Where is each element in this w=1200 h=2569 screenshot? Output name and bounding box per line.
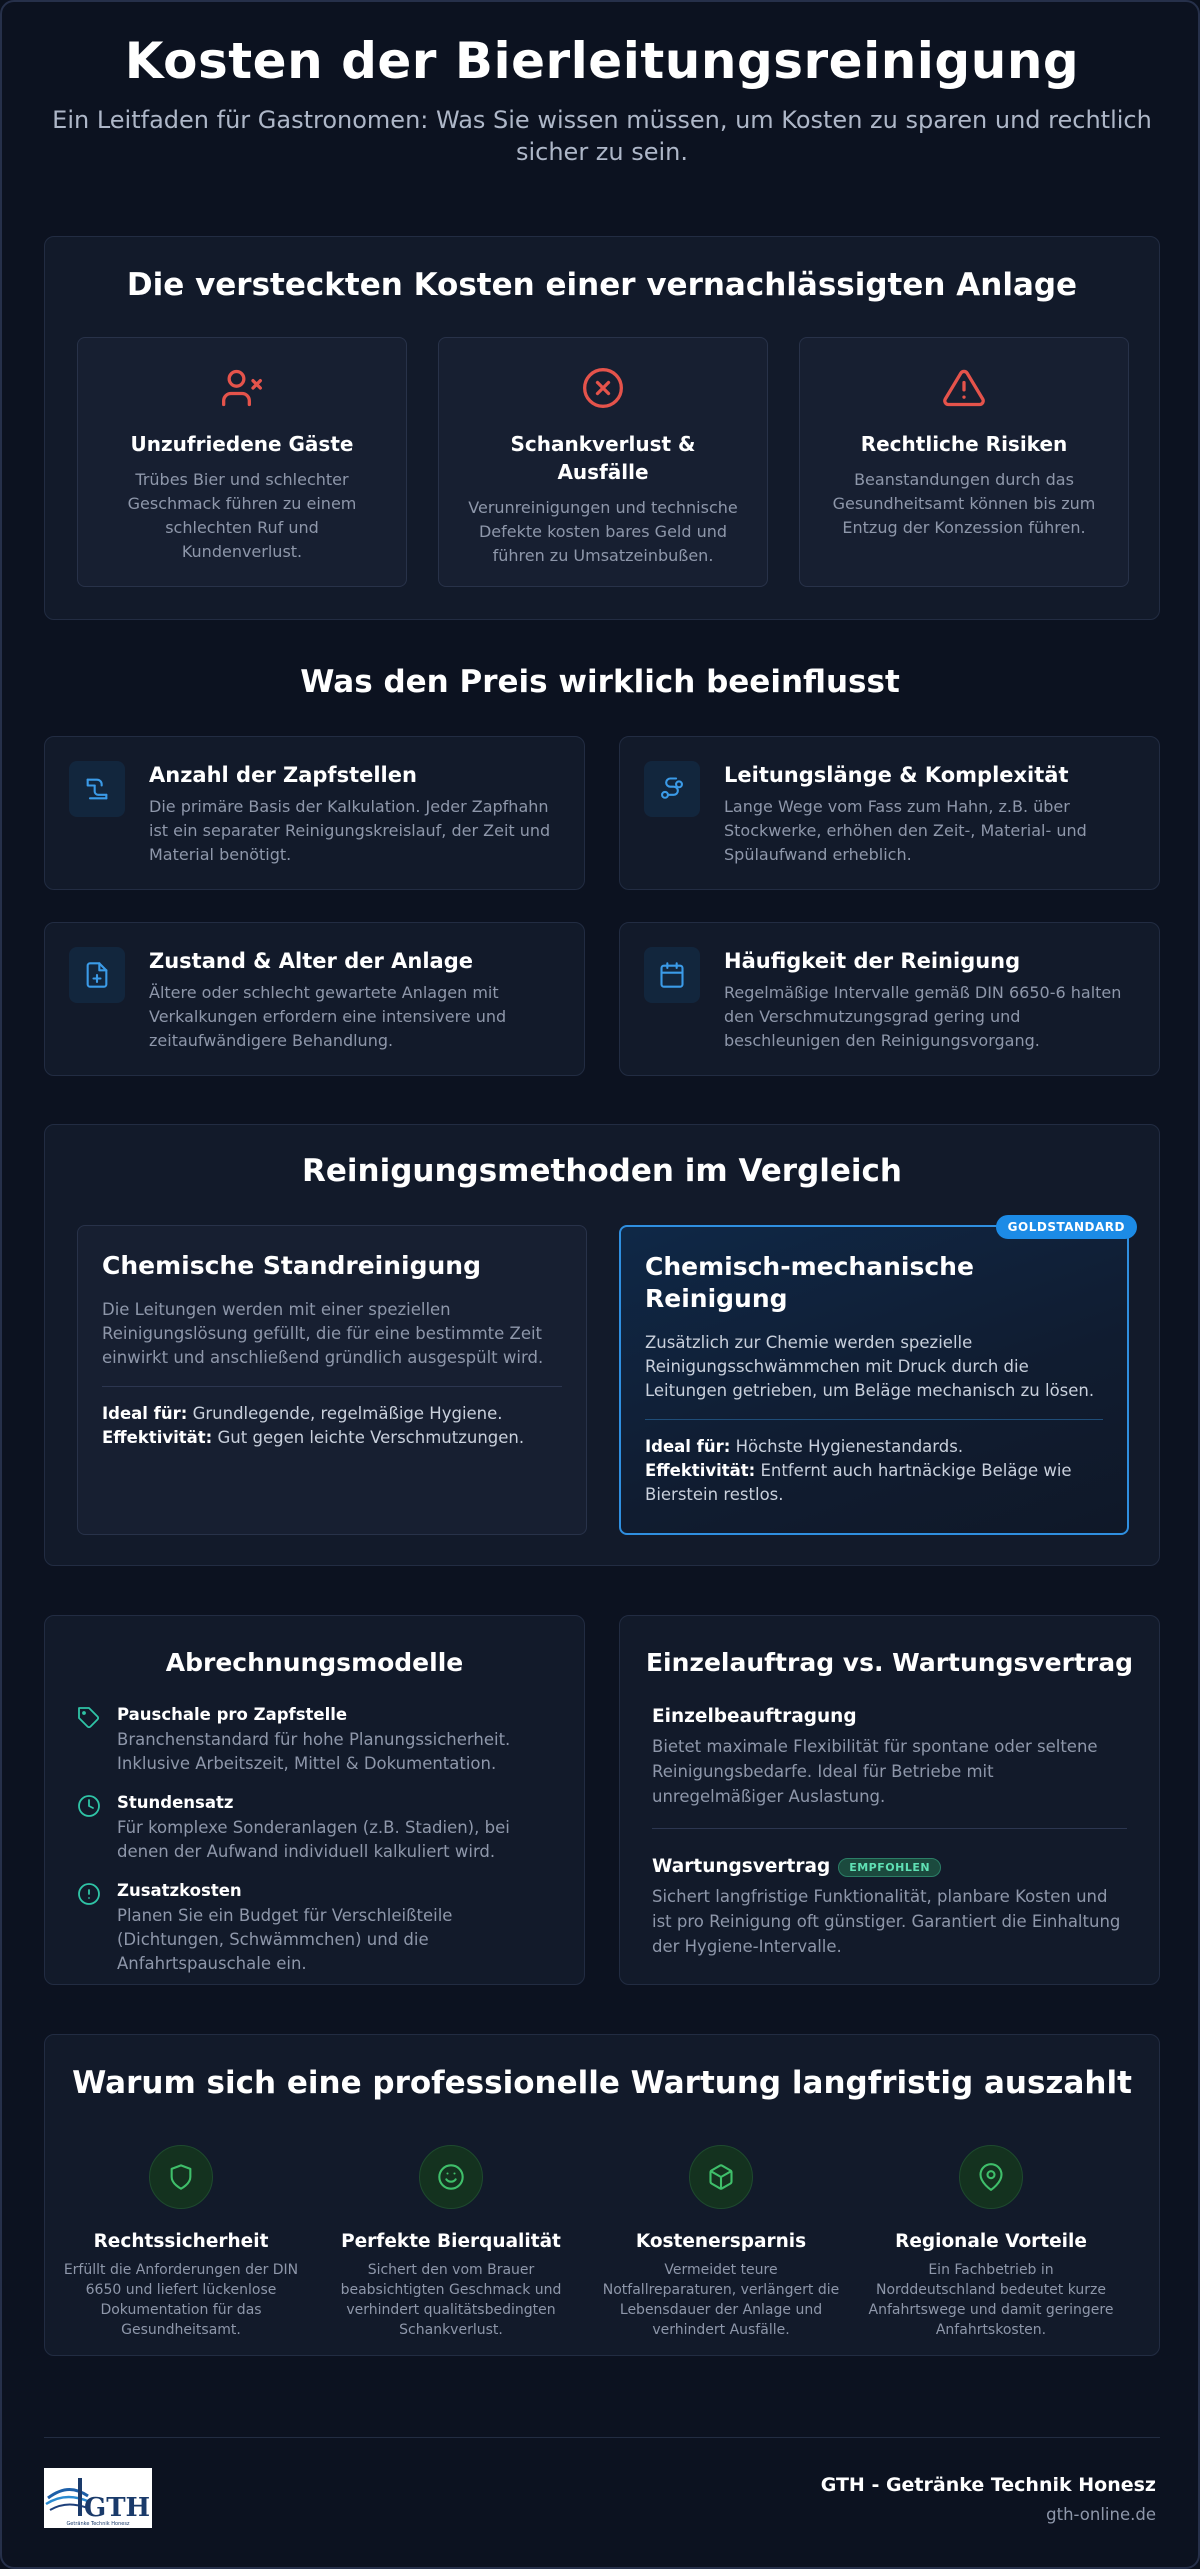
billing-item-flat-rate bbox=[77, 1704, 560, 1776]
benefit-quality bbox=[327, 2145, 575, 2340]
risk-card-guests bbox=[77, 337, 407, 587]
warning-triangle-icon bbox=[942, 366, 986, 410]
risk-card-title: Schankverlust & Ausfälle bbox=[510, 432, 696, 484]
method-meta bbox=[102, 1402, 562, 1450]
benefit-regional bbox=[867, 2145, 1115, 2340]
benefit-savings bbox=[597, 2145, 845, 2340]
billing-item-extra-costs bbox=[77, 1880, 560, 1976]
shield-icon bbox=[167, 2163, 195, 2191]
contract-divider bbox=[652, 1828, 1127, 1829]
company-name: GTH - Getränke Technik Honesz bbox=[820, 2474, 1156, 2496]
tag-icon bbox=[77, 1706, 101, 1730]
method-card-mechanical bbox=[619, 1220, 1129, 1535]
company-logo[interactable] bbox=[44, 2468, 152, 2528]
method-meta bbox=[645, 1435, 1103, 1507]
billing-title: Abrechnungsmodelle bbox=[165, 1648, 464, 1677]
factor-text: Die primäre Basis der Kalkulation. Jeder Zapfhahn ist ein separater Reinigungskreislauf, der Zeit und Material benötigt. bbox=[149, 797, 551, 864]
method-title: Chemisch-mechanische Reinigung bbox=[645, 1252, 974, 1313]
risk-card-losses bbox=[438, 337, 768, 587]
risk-card-text: Beanstandungen durch das Gesundheitsamt können bis zum Entzug der Konzession führen. bbox=[832, 470, 1096, 537]
methods-title: Reinigungsmethoden im Vergleich bbox=[301, 1153, 903, 1189]
risk-card-text: Trübes Bier und schlechter Geschmack führen zu einem schlechten Ruf und Kundenverlust. bbox=[127, 470, 357, 561]
recommended-badge: EMPFOHLEN bbox=[838, 1858, 941, 1877]
benefits-section bbox=[44, 2034, 1160, 2356]
benefits-title: Warum sich eine professionelle Wartung langfristig auszahlt bbox=[72, 2065, 1132, 2101]
benefit-title: Regionale Vorteile bbox=[895, 2231, 1087, 2252]
factor-card-length bbox=[619, 736, 1160, 890]
benefit-title: Rechtssicherheit bbox=[93, 2231, 269, 2252]
maintenance-contract-heading bbox=[652, 1856, 941, 1877]
factor-title: Leitungslänge & Komplexität bbox=[724, 763, 1069, 787]
maintenance-contract-text: Sichert langfristige Funktionalität, planbare Kosten und ist pro Reinigung oft günstiger. Garantiert die Einhaltung der Hygiene-Intervalle. bbox=[652, 1887, 1121, 1956]
ideal-value: Höchste Hygienestandards. bbox=[730, 1437, 964, 1456]
price-factors-title: Was den Preis wirklich beeinflusst bbox=[300, 664, 900, 700]
company-website-link[interactable]: gth-online.de bbox=[1046, 2505, 1156, 2524]
billing-item-hourly bbox=[77, 1792, 560, 1864]
billing-item-text: Für komplexe Sonderanlagen (z.B. Stadien), bei denen der Aufwand individuell kalkuliert wird. bbox=[117, 1818, 510, 1861]
benefit-text: Sichert den vom Brauer beabsichtigten Geschmack und verhindert qualitätsbedingten Schankverlust. bbox=[340, 2262, 562, 2338]
ideal-label: Ideal für: bbox=[102, 1404, 188, 1423]
page-title: Kosten der Bierleitungsreinigung bbox=[124, 32, 1080, 90]
factor-icon-box bbox=[69, 947, 125, 1003]
alert-circle-icon bbox=[77, 1882, 101, 1906]
factor-card-frequency bbox=[619, 922, 1160, 1076]
method-description: Die Leitungen werden mit einer speziellen Reinigungslösung gefüllt, die für eine bestimmte Zeit einwirkt und anschließend gründlich ausgespült wird. bbox=[102, 1300, 544, 1367]
hidden-costs-title: Die versteckten Kosten einer vernachlässigten Anlage bbox=[126, 267, 1078, 303]
benefit-icon-circle bbox=[149, 2145, 213, 2209]
x-circle-icon bbox=[581, 366, 625, 410]
effect-value: Entfernt auch hartnäckige Beläge wie Bierstein restlos. bbox=[645, 1461, 1072, 1504]
page-subtitle: Ein Leitfaden für Gastronomen: Was Sie wissen müssen, um Kosten zu sparen und rechtlich sicher zu sein. bbox=[52, 106, 1152, 166]
ideal-label: Ideal für: bbox=[645, 1437, 731, 1456]
file-plus-icon bbox=[83, 961, 111, 989]
billing-item-text: Planen Sie ein Budget für Verschleißteile (Dichtungen, Schwämmchen) und die Anfahrtspauschale ein. bbox=[117, 1906, 453, 1973]
benefit-legal bbox=[57, 2145, 305, 2340]
billing-item-text: Branchenstandard für hohe Planungssicherheit. Inklusive Arbeitszeit, Mittel & Dokumentation. bbox=[117, 1730, 511, 1773]
single-order-title: Einzelbeauftragung bbox=[652, 1706, 857, 1727]
maintenance-contract-title: Wartungsvertrag bbox=[652, 1856, 831, 1877]
svg-text:GTH: GTH bbox=[84, 2493, 151, 2523]
risk-card-text: Verunreinigungen und technische Defekte kosten bares Geld und führen zu Umsatzeinbußen. bbox=[468, 498, 738, 565]
benefit-icon-circle bbox=[689, 2145, 753, 2209]
factor-title: Zustand & Alter der Anlage bbox=[149, 949, 473, 973]
clock-icon bbox=[77, 1794, 101, 1818]
ideal-value: Grundlegende, regelmäßige Hygiene. bbox=[187, 1404, 503, 1423]
box-icon bbox=[707, 2163, 735, 2191]
benefit-title: Perfekte Bierqualität bbox=[341, 2231, 561, 2252]
billing-section bbox=[44, 1615, 585, 1985]
methods-section bbox=[44, 1124, 1160, 1566]
factor-card-taps bbox=[44, 736, 585, 890]
benefit-text: Ein Fachbetrieb in Norddeutschland bedeutet kurze Anfahrtswege und damit geringere Anfahrtskosten. bbox=[868, 2262, 1114, 2338]
footer-divider bbox=[44, 2437, 1160, 2438]
benefit-icon-circle bbox=[959, 2145, 1023, 2209]
factor-icon-box bbox=[69, 761, 125, 817]
risk-card-title: Unzufriedene Gäste bbox=[130, 432, 354, 456]
billing-item-title: Pauschale pro Zapfstelle bbox=[117, 1705, 348, 1724]
page-header bbox=[2, 32, 1200, 168]
svg-text:Getränke Technik Honesz: Getränke Technik Honesz bbox=[66, 2521, 130, 2527]
method-description: Zusätzlich zur Chemie werden spezielle Reinigungsschwämmchen mit Druck durch die Leitungen getrieben, um Beläge mechanisch zu lösen. bbox=[645, 1333, 1095, 1400]
map-pin-icon bbox=[977, 2163, 1005, 2191]
goldstandard-badge: GOLDSTANDARD bbox=[996, 1215, 1137, 1239]
factor-icon-box bbox=[644, 947, 700, 1003]
logo-graphic bbox=[44, 2468, 152, 2528]
billing-item-title: Zusatzkosten bbox=[117, 1881, 242, 1900]
effect-label: Effektivität: bbox=[102, 1428, 213, 1447]
method-divider bbox=[645, 1419, 1103, 1420]
risk-card-title: Rechtliche Risiken bbox=[860, 432, 1068, 456]
tap-icon bbox=[83, 775, 111, 803]
user-x-icon bbox=[220, 366, 264, 410]
smile-icon bbox=[437, 2163, 465, 2191]
hidden-costs-section bbox=[44, 236, 1160, 620]
benefit-title: Kostenersparnis bbox=[635, 2231, 807, 2252]
method-divider bbox=[102, 1386, 562, 1387]
factor-icon-box bbox=[644, 761, 700, 817]
billing-item-title: Stundensatz bbox=[117, 1793, 234, 1812]
benefit-text: Vermeidet teure Notfallreparaturen, verlängert die Lebensdauer der Anlage und verhindert Ausfälle. bbox=[602, 2262, 840, 2338]
method-title: Chemische Standreinigung bbox=[102, 1251, 482, 1280]
factor-title: Häufigkeit der Reinigung bbox=[724, 949, 1021, 973]
factor-text: Regelmäßige Intervalle gemäß DIN 6650-6 halten den Verschmutzungsgrad gering und beschleunigen den Reinigungsvorgang. bbox=[724, 983, 1122, 1050]
single-order-text: Bietet maximale Flexibilität für spontane oder seltene Reinigungsbedarfe. Ideal für Betriebe mit unregelmäßiger Auslastung. bbox=[652, 1737, 1098, 1806]
factor-card-condition bbox=[44, 922, 585, 1076]
contract-section bbox=[619, 1615, 1160, 1985]
contract-title: Einzelauftrag vs. Wartungsvertrag bbox=[645, 1648, 1134, 1677]
benefit-icon-circle bbox=[419, 2145, 483, 2209]
factor-text: Ältere oder schlecht gewartete Anlagen mit Verkalkungen erfordern eine intensivere und zeitaufwändigere Behandlung. bbox=[149, 983, 507, 1050]
effect-value: Gut gegen leichte Verschmutzungen. bbox=[212, 1428, 525, 1447]
effect-label: Effektivität: bbox=[645, 1461, 756, 1480]
risk-card-legal bbox=[799, 337, 1129, 587]
factor-text: Lange Wege vom Fass zum Hahn, z.B. über Stockwerke, erhöhen den Zeit-, Material- und Spülaufwand erheblich. bbox=[724, 797, 1087, 864]
calendar-icon bbox=[658, 961, 686, 989]
factor-title: Anzahl der Zapfstellen bbox=[149, 763, 417, 787]
benefit-text: Erfüllt die Anforderungen der DIN 6650 und liefert lückenlose Dokumentation für das Gesundheitsamt. bbox=[63, 2262, 299, 2338]
route-icon bbox=[658, 775, 686, 803]
method-card-standard bbox=[77, 1225, 587, 1535]
